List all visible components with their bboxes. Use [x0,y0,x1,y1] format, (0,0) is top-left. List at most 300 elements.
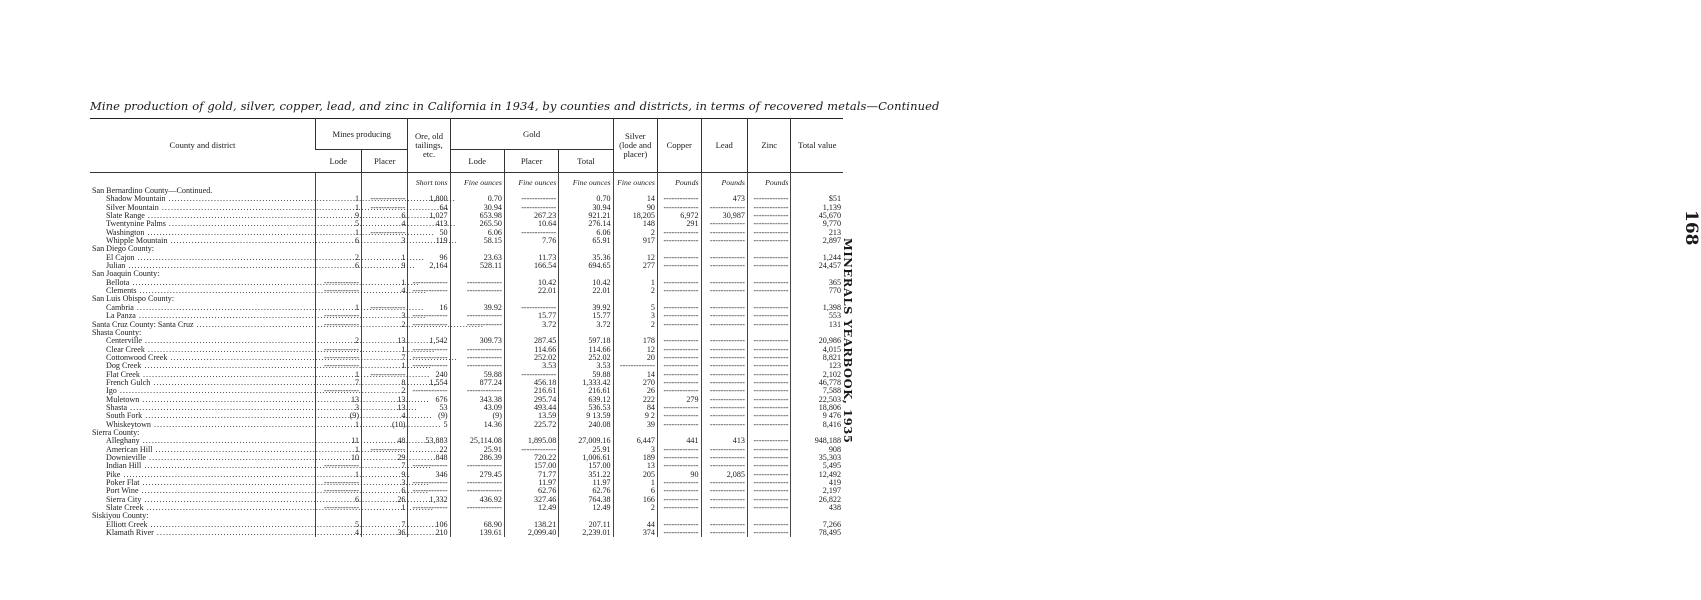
cell-silver: 90 [613,204,657,212]
district-name: Sierra County: [92,427,140,437]
header-mines: Mines producing [316,119,408,150]
district-name: Washington ..... [90,229,316,237]
header-county: County and district [90,119,316,173]
cell-total-value: 8,821 [791,354,843,362]
header-lead: Lead [701,119,747,173]
cell-gold-total: 351.22 [559,471,613,479]
cell-lode: 9 [316,212,362,220]
cell-placer: 26 [362,496,408,504]
cell-gold-total: 9 13.59 [559,412,613,420]
district-name: Pike ..... [90,471,316,479]
cell-gold-total: 35.36 [559,254,613,262]
cell-gold-total: 114.66 [559,346,613,354]
cell-silver: 6 [613,487,657,495]
cell-ore: 106 [408,521,450,529]
cell-lode: 1 [316,471,362,479]
cell-gold-total: 3.72 [559,321,613,329]
cell-total-value: 131 [791,321,843,329]
cell-gold-placer: 11.97 [504,479,558,487]
cell-placer: 6 [362,212,408,220]
cell-gold-placer: 157.00 [504,462,558,470]
cell-placer: (10) [362,421,408,429]
cell-gold-placer: 2,099.40 [504,529,558,537]
district-name: French Gulch ..... [90,379,316,387]
cell-gold-lode: 23.63 [450,254,504,262]
cell-gold-placer: 295.74 [504,396,558,404]
header-lode: Lode [316,150,362,173]
cell-total-value: 2,897 [791,237,843,245]
table-header [90,119,843,173]
cell-copper [657,504,701,512]
cell-gold-placer: 493.44 [504,404,558,412]
cell-lode: 10 [316,454,362,462]
running-head: MINERALS YEARBOOK, 1935 [841,238,855,444]
unit-silver: Fine ounces [613,179,657,187]
cell-gold-total: 11.97 [559,479,613,487]
district-name: Port Wine ..... [90,487,316,495]
cell-silver: 2 [613,504,657,512]
cell-copper [657,529,701,537]
cell-total-value: 18,806 [791,404,843,412]
cell-ore: 5 [408,421,450,429]
table-row [90,237,843,245]
table-row [90,321,843,329]
cell-placer: 13 [362,337,408,345]
cell-gold-total: 6.06 [559,229,613,237]
cell-placer: 6 [362,487,408,495]
district-name: Indian Hill ..... [90,462,316,470]
cell-copper [657,421,701,429]
table-title: Mine production of gold, silver, copper, lead, and zinc in California in 1934, by counties and districts, in terms of recovered metals—Continued [90,99,940,113]
cell-placer: 1 [362,362,408,370]
district-name: Cottonwood Creek ..... [90,354,316,362]
district-name: Igo ..... [90,387,316,395]
cell-placer: 2 [362,321,408,329]
cell-gold-placer: 7.76 [504,237,558,245]
cell-silver: 222 [613,396,657,404]
cell-gold-total: 639.12 [559,396,613,404]
cell-total-value: 24,457 [791,262,843,270]
cell-copper: 441 [657,437,701,445]
cell-ore: 16 [408,304,450,312]
cell-gold-placer: 71.77 [504,471,558,479]
cell-gold-placer: 327.46 [504,496,558,504]
cell-placer: 3 [362,312,408,320]
district-name: American Hill ..... [90,446,316,454]
district-name: Sierra City ..... [90,496,316,504]
cell-gold-total: 1,006.61 [559,454,613,462]
cell-ore: 53 [408,404,450,412]
cell-lead: 473 [701,195,747,203]
cell-total-value: $51 [791,195,843,203]
cell-zinc [747,237,791,245]
district-name: Shadow Mountain ..... [90,195,316,203]
cell-lode: 2 [316,254,362,262]
cell-placer: 48 [362,437,408,445]
district-name: San Luis Obispo County: [92,294,175,304]
table-row [90,529,843,537]
district-name: San Bernardino County—Continued. [92,186,213,195]
district-name: Clements ..... [90,287,316,295]
cell-ore: 210 [408,529,450,537]
cell-placer: 36 [362,529,408,537]
cell-gold-lode: 436.92 [450,496,504,504]
cell-gold-lode: 265.50 [450,220,504,228]
cell-lead [701,321,747,329]
cell-gold-lode: 0.70 [450,195,504,203]
cell-ore: 119 [408,237,450,245]
district-name: Santa Cruz County: Santa Cruz ..... [90,321,316,329]
cell-gold-total: 2,239.01 [559,529,613,537]
cell-gold-total: 10.42 [559,279,613,287]
cell-gold-lode: 25.91 [450,446,504,454]
cell-ore [408,504,450,512]
district-name: Siskiyou County: [92,511,149,521]
cell-gold-total: 207.11 [559,521,613,529]
unit-lead: Pounds [701,179,747,187]
cell-lead: 413 [701,437,747,445]
cell-total-value: 213 [791,229,843,237]
cell-gold-total: 216.61 [559,387,613,395]
district-name: Klamath River ..... [90,529,316,537]
cell-silver: 39 [613,421,657,429]
cell-silver: 1 [613,279,657,287]
cell-placer: 3 [362,237,408,245]
cell-ore: 676 [408,396,450,404]
cell-total-value: 553 [791,312,843,320]
cell-total-value: 12,492 [791,471,843,479]
cell-gold-total: 3.53 [559,362,613,370]
cell-total-value: 22,503 [791,396,843,404]
cell-total-value: 20,986 [791,337,843,345]
cell-gold-total: 597.18 [559,337,613,345]
cell-zinc [747,321,791,329]
district-name: Shasta ..... [90,404,316,412]
cell-placer: 9 [362,471,408,479]
cell-copper: 6,972 [657,212,701,220]
cell-lead [701,504,747,512]
cell-lode: 7 [316,379,362,387]
district-name: South Fork ..... [90,412,316,420]
cell-lode: 13 [316,396,362,404]
header-total-value: Total value [791,119,843,173]
cell-gold-placer: 12.49 [504,504,558,512]
cell-ore: 1,554 [408,379,450,387]
cell-copper: 279 [657,396,701,404]
cell-silver: 20 [613,354,657,362]
cell-gold-lode [450,504,504,512]
cell-lead [701,237,747,245]
cell-gold-total: 240.08 [559,421,613,429]
cell-placer: 9 [362,262,408,270]
header-gold: Gold [450,119,613,150]
cell-lode: 1 [316,421,362,429]
cell-total-value: 46,778 [791,379,843,387]
cell-silver: 84 [613,404,657,412]
cell-ore: 53,883 [408,437,450,445]
cell-gold-placer: 3.53 [504,362,558,370]
cell-gold-lode: 39.92 [450,304,504,312]
cell-lead: 30,987 [701,212,747,220]
cell-copper [657,321,701,329]
cell-silver: 374 [613,529,657,537]
cell-lode: 6 [316,237,362,245]
cell-lode: 4 [316,529,362,537]
cell-total-value: 365 [791,279,843,287]
cell-ore: 50 [408,229,450,237]
cell-lode: 1 [316,371,362,379]
cell-lode: 1 [316,229,362,237]
cell-lead [701,529,747,537]
district-name: San Joaquin County: [92,269,160,279]
cell-zinc [747,504,791,512]
cell-gold-lode: 59.88 [450,371,504,379]
cell-silver: 205 [613,471,657,479]
cell-placer: 3 [362,479,408,487]
cell-silver: 12 [613,254,657,262]
cell-gold-total: 252.02 [559,354,613,362]
cell-silver: 270 [613,379,657,387]
cell-gold-placer: 11.73 [504,254,558,262]
cell-total-value: 45,670 [791,212,843,220]
cell-placer: 1 [362,346,408,354]
cell-lode: 5 [316,220,362,228]
table-body [90,173,843,538]
cell-lode: 1 [316,195,362,203]
cell-placer: 7 [362,354,408,362]
cell-gold-total: 764.38 [559,496,613,504]
cell-total-value: 8,416 [791,421,843,429]
table-row [90,421,843,429]
cell-total-value: 7,266 [791,521,843,529]
cell-gold-total: 536.53 [559,404,613,412]
cell-silver: 13 [613,462,657,470]
cell-zinc [747,529,791,537]
cell-gold-lode: 25,114.08 [450,437,504,445]
cell-silver: 1 [613,479,657,487]
cell-gold-total: 276.14 [559,220,613,228]
cell-gold-placer: 267.23 [504,212,558,220]
production-table [90,118,843,537]
cell-zinc [747,262,791,270]
cell-ore: 96 [408,254,450,262]
cell-silver: 14 [613,371,657,379]
cell-gold-total: 22.01 [559,287,613,295]
page-number: 168 [1681,210,1701,246]
cell-total-value: 9 476 [791,412,843,420]
district-name: Centerville ..... [90,337,316,345]
cell-lode: 5 [316,521,362,529]
cell-gold-lode: 309.73 [450,337,504,345]
cell-silver: 2 [613,287,657,295]
cell-placer: 8 [362,379,408,387]
cell-total-value: 1,244 [791,254,843,262]
cell-ore: 64 [408,204,450,212]
cell-gold-placer: 287.45 [504,337,558,345]
district-name: Dog Creek ..... [90,362,316,370]
district-name: Elliott Creek ..... [90,521,316,529]
cell-gold-placer: 15.77 [504,312,558,320]
cell-silver: 178 [613,337,657,345]
table-row [90,287,843,295]
cell-lead [701,287,747,295]
cell-total-value: 438 [791,504,843,512]
cell-zinc [747,287,791,295]
unit-copper: Pounds [657,179,701,187]
cell-gold-total: 694.65 [559,262,613,270]
cell-gold-placer: 62.76 [504,487,558,495]
cell-copper [657,262,701,270]
cell-placer: 4 [362,412,408,420]
district-name: Silver Mountain ..... [90,204,316,212]
cell-total-value: 1,398 [791,304,843,312]
cell-total-value: 7,588 [791,387,843,395]
header-placer: Placer [362,150,408,173]
cell-total-value: 4,015 [791,346,843,354]
cell-gold-placer: 3.72 [504,321,558,329]
cell-gold-total: 921.21 [559,212,613,220]
cell-ore: 413 [408,220,450,228]
cell-gold-placer: 10.42 [504,279,558,287]
cell-gold-lode: 528.11 [450,262,504,270]
cell-gold-placer: 10.64 [504,220,558,228]
cell-silver: 148 [613,220,657,228]
cell-gold-lode: (9) [450,412,504,420]
cell-lode: 11 [316,437,362,445]
cell-gold-total: 157.00 [559,462,613,470]
cell-silver: 189 [613,454,657,462]
cell-silver: 6,447 [613,437,657,445]
cell-gold-lode: 343.38 [450,396,504,404]
district-name: Whiskeytown ..... [90,421,316,429]
district-name: Whipple Mountain ..... [90,237,316,245]
cell-ore: 2,164 [408,262,450,270]
cell-gold-placer: 22.01 [504,287,558,295]
cell-gold-placer: 225.72 [504,421,558,429]
district-name: Clear Creek ..... [90,346,316,354]
cell-placer: 13 [362,396,408,404]
cell-gold-total: 27,009.16 [559,437,613,445]
cell-silver: 917 [613,237,657,245]
cell-gold-total: 0.70 [559,195,613,203]
cell-gold-lode: 279.45 [450,471,504,479]
cell-ore: 1,027 [408,212,450,220]
cell-gold-lode [450,287,504,295]
cell-gold-placer: 1,895.08 [504,437,558,445]
cell-placer: 2 [362,387,408,395]
cell-ore: 346 [408,471,450,479]
cell-gold-total: 59.88 [559,371,613,379]
cell-lode: 3 [316,404,362,412]
cell-total-value: 948,188 [791,437,843,445]
cell-lode: 1 [316,204,362,212]
cell-lode: 2 [316,337,362,345]
table-row [90,504,843,512]
district-name: Downieville ..... [90,454,316,462]
cell-silver: 9 2 [613,412,657,420]
cell-ore: 1,542 [408,337,450,345]
cell-lead: 2,085 [701,471,747,479]
cell-total-value: 35,303 [791,454,843,462]
cell-gold-total: 62.76 [559,487,613,495]
cell-placer: 1 [362,279,408,287]
cell-gold-lode: 43.09 [450,404,504,412]
cell-placer: 4 [362,220,408,228]
cell-total-value: 5,495 [791,462,843,470]
cell-lode: 6 [316,262,362,270]
cell-copper: 291 [657,220,701,228]
cell-lode: 6 [316,496,362,504]
cell-gold-placer: 216.61 [504,387,558,395]
cell-ore [408,321,450,329]
cell-placer: 1 [362,254,408,262]
cell-placer: 7 [362,462,408,470]
district-name: Slate Range ..... [90,212,316,220]
table-row [90,262,843,270]
cell-silver: 5 [613,304,657,312]
cell-gold-lode: 14.36 [450,421,504,429]
cell-placer: 4 [362,287,408,295]
district-name: El Cajon ..... [90,254,316,262]
cell-lead [701,262,747,270]
cell-gold-total: 30.94 [559,204,613,212]
cell-ore: 240 [408,371,450,379]
cell-placer: 7 [362,521,408,529]
district-name: Bellota ..... [90,279,316,287]
cell-silver: 26 [613,387,657,395]
cell-lode: 1 [316,446,362,454]
cell-total-value: 770 [791,287,843,295]
district-name: Shasta County: [92,327,142,337]
district-name: Alleghany ..... [90,437,316,445]
cell-ore [408,287,450,295]
cell-gold-lode: 30.94 [450,204,504,212]
cell-total-value: 2,102 [791,371,843,379]
cell-placer: 13 [362,404,408,412]
cell-silver: 3 [613,312,657,320]
cell-total-value: 123 [791,362,843,370]
cell-ore: 848 [408,454,450,462]
unit-zinc: Pounds [747,179,791,187]
cell-gold-placer: 13.59 [504,412,558,420]
district-name: Poker Flat ..... [90,479,316,487]
cell-gold-placer: 720.22 [504,454,558,462]
unit-gold-total: Fine ounces [559,179,613,187]
district-name: San Diego County: [92,244,155,254]
district-name: Flat Creek ..... [90,371,316,379]
cell-gold-total: 1,333.42 [559,379,613,387]
cell-silver: 2 [613,229,657,237]
header-gold-total: Total [559,150,613,173]
unit-ore: Short tons [408,179,450,187]
cell-gold-lode: 653.98 [450,212,504,220]
cell-lode: (9) [316,412,362,420]
cell-silver: 14 [613,195,657,203]
cell-gold-lode: 139.61 [450,529,504,537]
cell-gold-total: 25.91 [559,446,613,454]
cell-gold-lode: 877.24 [450,379,504,387]
cell-lode: 1 [316,304,362,312]
cell-lead [701,421,747,429]
cell-zinc [747,421,791,429]
cell-gold-total: 12.49 [559,504,613,512]
cell-gold-placer: 114.66 [504,346,558,354]
cell-copper: 90 [657,471,701,479]
header-gold-lode: Lode [450,150,504,173]
unit-gold-lode: Fine ounces [450,179,504,187]
cell-total-value: 78,495 [791,529,843,537]
cell-silver: 277 [613,262,657,270]
